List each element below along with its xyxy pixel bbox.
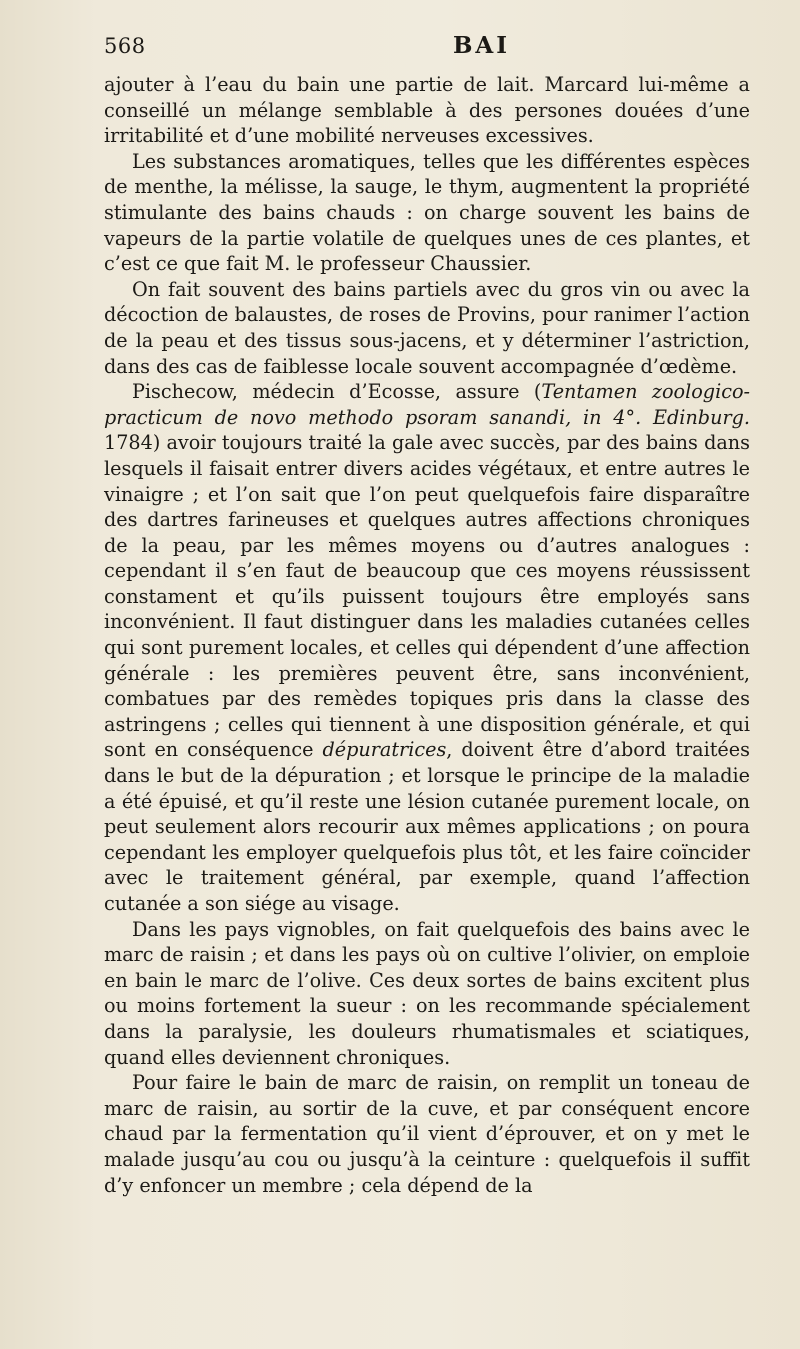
term-depuratrices: dépuratrices (322, 738, 447, 762)
paragraph-pischecow (104, 379, 750, 916)
pischecow-text-middle: 1784) avoir toujours traité la gale avec succès, par des bains dans lesquels il faisait entrer divers acides végétaux, et entre autres le vinaigre ; et l’on sait que l’on peut quelquefois faire disparaître des dartres farineuses et quelques autres affections chroniques de la peau, par les mêmes moyens ou d’autres analogues : cependant il s’en faut de beaucoup que ces moyens réussissent constament et qu’ils puissent toujours être employés sans inconvénient. Il faut distinguer dans les maladies cutanées celles qui sont purement locales, et celles qui dépendent d’une affection générale : les premières peuvent être, sans inconvénient, combatues par des remèdes topiques pris dans la classe des astringens ; celles qui tiennent à une disposition générale, et qui sont en conséquence (104, 431, 750, 762)
body-text (104, 72, 750, 1198)
paragraph-continuation: ajouter à l’eau du bain une partie de lait. Marcard lui-même a conseillé un mélange semblable à des persones douées d’une irritabilité et d’une mobilité nerveuses excessives. (104, 73, 750, 148)
paragraph-partial-baths: On fait souvent des bains partiels avec du gros vin ou avec la décoction de balaustes, de roses de Provins, pour ranimer l’action de la peau et des tissus sous-jacens, et y déterminer l’astriction, dans des cas de faiblesse locale souvent accompagnée d’œdème. (104, 277, 750, 378)
paragraph-grape-marc-bath: Pour faire le bain de marc de raisin, on remplit un toneau de marc de raisin, au sortir de la cuve, et par conséquent encore chaud par la fermentation qu’il vient d’éprouver, et on y met le malade jusqu’au cou ou jusqu’à la ceinture : quelquefois il suffit d’y enfoncer un membre ; cela dépend de la (104, 1071, 750, 1197)
page-number: 568 (104, 34, 146, 58)
paragraph-vineyard-countries: Dans les pays vignobles, on fait quelquefois des bains avec le marc de raisin ; et dans les pays où on cultive l’olivier, on emploie en bain le marc de l’olive. Ces deux sortes de bains excitent plus ou moins fortement la sueur : on les recommande spécialement dans la paralysie, les douleurs rhumatismales et sciatiques, quand elles deviennent chroniques. (104, 917, 750, 1069)
pischecow-text-end: , doivent être d’abord traitées dans le but de la dépuration ; et lorsque le principe de la maladie a été épuisé, et qu’il reste une lésion cutanée purement locale, on peut seulement alors recourir aux mêmes applications ; on poura cependant les employer quelquefois plus tôt, et les faire coïncider avec le traitement général, par exemple, quand l’affection cutanée a son siége au visage. (104, 738, 750, 915)
paragraph-aromatic-substances: Les substances aromatiques, telles que les différentes espèces de menthe, la mélisse, la sauge, le thym, augmentent la propriété stimulante des bains chauds : on charge souvent les bains de vapeurs de la partie volatile de quelques unes de ces plantes, et c’est ce que fait M. le professeur Chaussier. (104, 149, 750, 276)
running-head: BAI (452, 32, 510, 59)
pischecow-text-start: Pischecow, médecin d’Ecosse, assure ( (132, 380, 542, 404)
citation-title: Tentamen zoologico-practicum de novo methodo psoram sanandi, in 4°. Edinburg. (104, 380, 750, 429)
page-header (104, 32, 510, 72)
